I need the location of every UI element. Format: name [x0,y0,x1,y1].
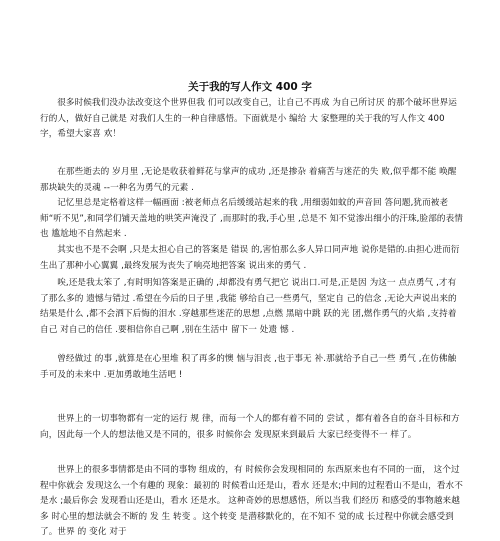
paragraph-intro: 很多时候我们没办法改变这个世界但我 们可以改变自己，让自己不再成 为自己所讨厌 的那个破坏世界运行的人，做好自己就是 对我们人生的一种自律感悟。下面就是小 编给 大 家整理的关于我的写人作文 400 字，希望大家喜 欢！ [40,98,457,139]
paragraph-6: 世界上的一切事物都有一定的运行 规 律，而每一个人的都有着不同的 尝试 ，都有着各自的奋斗目标和方向，因此每一个人的想法他又是不同的，很多 时候你会 发现原来到最后 大家已经变得不一 样了。 [40,414,460,440]
document-title: 关于我的写人作文 400 字 [188,81,312,93]
paragraph-1: 在那些逝去的 岁月里 ,无论是收获着鲜花与掌声的成功 ,还是掺杂 着痛苦与迷茫的失 败,似乎都不能 唤醒那块缺失的灵魂 --一种名为勇气的元素 . [40,167,457,193]
paragraph-3: 其实也不是不会啊 ,只是太担心自己的答案是 错误 的,害怕那么多人异口同声地 说你是错的.由担心进而衍生出了那种小心翼翼 ,最终发展为丧失了响亮地把答案 说出来的勇气 . [40,245,460,271]
paragraph-2: 记忆里总是定格着这样一幅画面 :被老师点名后缓缓站起来的我 ,用细弱如蚊的声音回 答问题,犹而被老 师“听不见”,和同学们铺天盖地的哄笑声淹没了 ,而那时的我,手心里 ,总是不 知不觉渗出细小的汗珠,脸部的表情也 尴尬地不自然起来 . [40,198,463,239]
paragraph-5: 曾经做过 的事 ,就算是在心里堆 积了再多的懊 恼与泪丧 ,也于事无 补.那就给予自己一些 勇气 ,在仿佛触手可及的未来中 .更加勇敢地生活吧 ! [40,354,457,380]
paragraph-4: 唉,还是我太笨了 ,有时明知答案是正确的 ,却都没有勇气把它 说出口.可是,正是因 为这一 点点勇气 ,才有了那么多的 遗憾与错过 .希望在今后的日子里 ,我能 够给自己一些勇气，坚定自 己的信念 ,无论大声说出来的结果是什么 ,都不会洒下后悔的泪水 .穿越那些迷茫的思想 ,点燃 黑暗中跳 跃的光 团,燃作勇气的火焰 ,支持着自己 对自己的信任 .要相信你自己啊 ,别在生活中 留下一 处遗 憾 . [40,278,457,335]
paragraph-7: 世界上的很多事情都是由不同的事物 组成的，有 时候你会发现相同的 东西原来也有不同的一面， 这个过程中你就会 发现这么一个有趣的 现象：最初的 时候看山还是山，看水 还是水;中间的过程看山不是山，看水不是水 ;最后你会 发现看山还是山，看水 还是水。 这种奇妙的思想感悟，所以当我 们经历 和感受的事物越来越多 时心里的想法就会不断的 发 生 转变 。这个转变 是潜移默化的，在不知不 觉的成 长过程中你就会感受到了。世界 的 变化 对于 [40,465,463,537]
